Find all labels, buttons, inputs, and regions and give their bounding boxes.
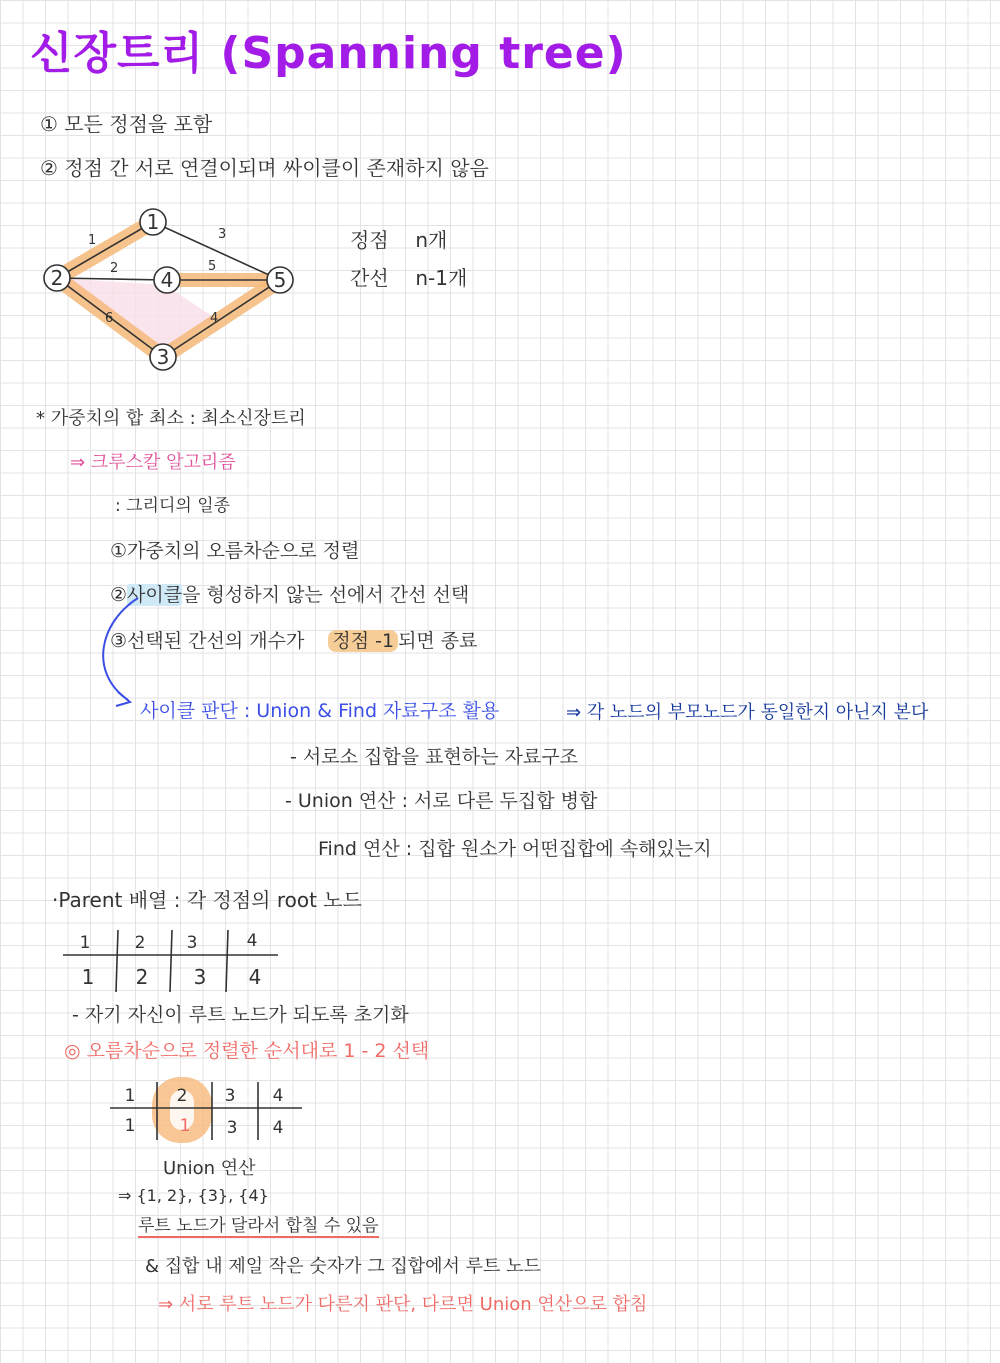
node-4: [154, 267, 180, 293]
weight-1-5: 3: [218, 227, 227, 242]
svg-text:3: 3: [156, 345, 170, 369]
vertices-value: n개: [415, 228, 448, 252]
cycle-highlight: 사이클: [127, 584, 183, 606]
node-5: [267, 267, 293, 293]
kruskal-step-3: [110, 630, 478, 653]
union-find-definition: - 서로소 집합을 표현하는 자료구조: [290, 746, 578, 768]
svg-text:3: 3: [226, 1118, 238, 1138]
vertex-minus-one-highlight: 정점 -1: [328, 630, 398, 652]
edges-label: 간선: [350, 266, 389, 290]
node-2: [44, 265, 70, 291]
svg-text:4: 4: [246, 931, 258, 951]
curved-arrow-icon: [90, 592, 150, 712]
union-definition: - Union 연산 : 서로 다른 두집합 병합: [285, 790, 598, 812]
weight-2-3: 6: [105, 311, 114, 326]
svg-text:1: 1: [81, 965, 95, 989]
condition-1: ① 모든 정점을 포함: [40, 112, 213, 136]
parent-array-label: ·Parent 배열 : 각 정점의 root 노드: [52, 888, 362, 912]
svg-text:5: 5: [273, 268, 287, 292]
svg-text:1: 1: [79, 933, 91, 953]
init-note: - 자기 자신이 루트 노드가 되도록 초기화: [72, 1004, 409, 1026]
svg-text:1: 1: [124, 1086, 136, 1106]
step-2-number: ②: [110, 584, 128, 606]
greedy-note: : 그리디의 일종: [115, 496, 231, 516]
svg-text:1: 1: [124, 1116, 136, 1136]
svg-text:4: 4: [248, 965, 262, 989]
svg-text:1: 1: [146, 210, 160, 234]
kruskal-step-1: ①가중치의 오름차순으로 정렬: [110, 540, 360, 562]
step-select-note: ◎ 오름차순으로 정렬한 순서대로 1 - 2 선택: [64, 1040, 430, 1062]
svg-text:3: 3: [224, 1086, 236, 1106]
find-definition: Find 연산 : 집합 원소가 어떤집합에 속해있는지: [318, 838, 712, 860]
condition-2: ② 정점 간 서로 연결이되며 싸이클이 존재하지 않음: [40, 156, 489, 180]
node-1: [140, 209, 166, 235]
svg-text:2: 2: [176, 1086, 188, 1106]
root-rule: & 집합 내 제일 작은 숫자가 그 집합에서 루트 노드: [145, 1256, 541, 1277]
vertices-label: 정점: [350, 228, 389, 252]
conclusion-note: ⇒ 서로 루트 노드가 다른지 판단, 다르면 Union 연산으로 합침: [158, 1294, 648, 1315]
vertices-note: [350, 228, 447, 252]
spanning-tree-graph: [30, 195, 320, 385]
different-roots-note: [138, 1216, 379, 1236]
svg-text:3: 3: [193, 965, 207, 989]
parent-table-after-union: [105, 1075, 305, 1150]
kruskal-step-2: [110, 584, 469, 607]
parent-check-note: ⇒ 각 노드의 부모노드가 동일한지 아닌지 본다: [566, 702, 929, 723]
sets-result: ⇒ {1, 2}, {3}, {4}: [118, 1186, 269, 1205]
weight-2-4: 2: [110, 261, 119, 276]
parent-table-initial: [60, 925, 285, 995]
node-3: [150, 344, 176, 370]
edges-value: n-1개: [415, 266, 468, 290]
svg-text:4: 4: [272, 1086, 284, 1106]
weight-3-5: 4: [210, 311, 219, 326]
union-operation-label: Union 연산: [163, 1158, 256, 1179]
step-3-text: ③선택된 간선의 개수가: [110, 630, 305, 652]
svg-text:2: 2: [135, 965, 149, 989]
weight-1-2: 1: [88, 233, 97, 248]
step-3-suffix: 되면 종료: [398, 630, 478, 652]
weight-4-5: 5: [208, 259, 217, 274]
svg-text:1: 1: [179, 1116, 191, 1136]
mst-note: * 가중치의 합 최소 : 최소신장트리: [36, 408, 306, 429]
svg-text:4: 4: [272, 1118, 284, 1138]
svg-text:4: 4: [160, 268, 174, 292]
step-2-text: 을 형성하지 않는 선에서 간선 선택: [182, 584, 470, 606]
cycle-judge: 사이클 판단 : Union & Find 자료구조 활용: [140, 700, 500, 722]
different-roots-text: 루트 노드가 달라서 합칠 수 있음: [138, 1216, 379, 1236]
page-title: 신장트리 (Spanning tree): [30, 28, 627, 79]
svg-text:2: 2: [134, 933, 146, 953]
edges-note: [350, 266, 467, 290]
edge-1-2: [57, 222, 153, 278]
kruskal-label: ⇒ 크루스칼 알고리즘: [70, 452, 236, 473]
svg-text:3: 3: [186, 933, 198, 953]
svg-text:2: 2: [50, 266, 64, 290]
